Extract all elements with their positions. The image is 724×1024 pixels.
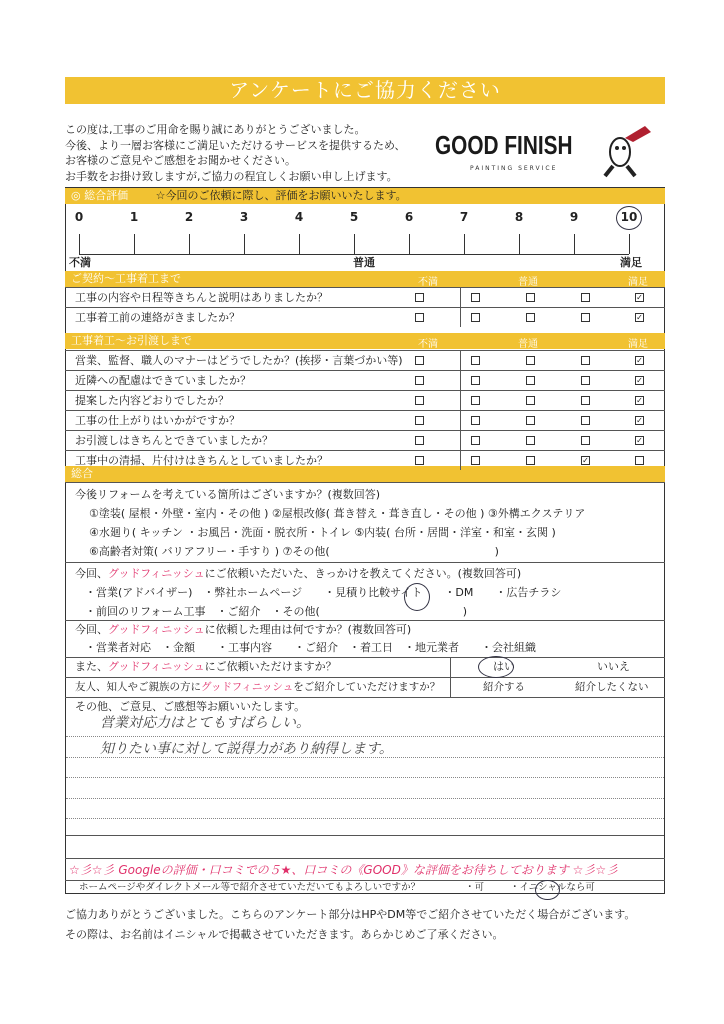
refer-row: 友人、知人やご親族の方にグッドフィニッシュをご紹介していただけますか？ 紹介する 紹介したくない [65,677,665,697]
intro-line: この度は,工事のご用命を賜り誠にありがとうございました。 [65,123,366,136]
survey-title: アンケートにご協力ください [65,77,665,104]
scale-number[interactable]: 10 [620,210,638,224]
scale-number[interactable]: 5 [349,210,359,224]
homepage-question: ホームページやダイレクトメール等で紹介させていただいてもよろしいですか？ [79,882,421,893]
logo: GOOD FINISH [435,130,573,160]
scale-label-high: 満足 [620,256,642,269]
handwritten-comment: 知りたい事に対して説得力があり納得します。 [100,741,393,757]
reform-options[interactable]: ①塗装( 屋根・外壁・室内・その他 ) ②屋根改修( 葺き替え・葺き直し・その他 ) ③外構エクステリア [89,507,586,520]
rating-row [65,450,665,470]
rating-checkbox[interactable] [526,396,535,405]
reform-section [65,482,665,562]
google-review-banner: ☆彡☆彡 Googleの評価・口コミでの５★、口コミの《GOOD》な評価をお待ちしております ☆彡☆彡 [65,858,665,880]
rating-checkbox[interactable] [581,356,590,365]
rating-checkbox[interactable] [415,416,424,425]
column-header-high: 満足 [628,339,648,350]
rating-row [65,390,665,410]
rating-checkbox[interactable] [581,376,590,385]
rating-question: 工事の仕上がりはいかがですか？ [75,414,240,427]
scale-number[interactable]: 9 [569,210,579,224]
section-title: 工事着工～お引渡しまで [71,334,192,347]
rating-checkbox[interactable] [471,313,480,322]
scale-number[interactable]: 6 [404,210,414,224]
reason-options[interactable]: ・営業者対応 ・金額 ・工事内容 ・ご紹介 ・着工日 ・地元業者 ・会社組織 [85,641,536,654]
rating-checkbox[interactable] [415,396,424,405]
rating-checkbox[interactable] [471,456,480,465]
rating-checkbox[interactable] [415,456,424,465]
section2-header [65,333,665,349]
scale-number[interactable]: 3 [239,210,249,224]
column-header-low: 不満 [418,277,438,288]
rating-row [65,307,665,327]
overall-label: ◎ 総合評価 [71,189,129,202]
rating-question: 工事の内容や日程等きちんと説明はありましたか？ [75,291,328,304]
section-title: ご契約～工事着工まで [71,272,181,285]
handwritten-comment: 営業対応力はとてもすばらしい。 [100,715,310,731]
footer-line: その際は、お名前はイニシャルで掲載させていただきます。あらかじめご了承ください。 [65,928,504,941]
rating-checkbox[interactable] [581,396,590,405]
mascot-icon [595,120,655,180]
rating-checkbox[interactable]: ✓ [636,396,643,405]
answer-circle-initials [535,880,560,900]
comments-question: その他、ご意見、ご感想等お願いいたします。 [75,700,306,713]
scale-number[interactable]: 2 [184,210,194,224]
rating-checkbox[interactable] [526,313,535,322]
rating-checkbox[interactable] [415,356,424,365]
reform-question: 今後リフォームを考えている箇所はございますか？(複数回答) [75,488,381,501]
column-header-high: 満足 [628,277,648,288]
refer-yes-option[interactable]: 紹介する [483,681,525,693]
again-row: また、グッドフィニッシュにご依頼いただけますか？ はい いいえ [65,657,665,677]
homepage-row [65,880,665,894]
overall-scale[interactable] [65,204,665,268]
rating-question: 営業、監督、職人のマナーはどうでしたか？(挨拶・言葉づかい等) [75,354,403,367]
intro-line: お手数をお掛け致しますが,ご協力の程宜しくお願い申し上げます。 [65,169,398,183]
scale-tick [574,234,575,254]
rating-question: 工事着工前の連絡がきましたか？ [75,311,240,324]
rating-checkbox[interactable]: ✓ [636,436,643,445]
intro-text [65,122,406,184]
rating-question: 近隣への配慮はできていましたか？ [75,374,251,387]
homepage-allow-option[interactable]: ・可 [465,882,485,893]
rating-checkbox[interactable] [471,416,480,425]
trigger-options[interactable]: ・前回のリフォーム工事 ・ご紹介 ・その他( ) [85,605,468,618]
scale-tick [354,234,355,254]
scale-tick [464,234,465,254]
scale-number[interactable]: 4 [294,210,304,224]
trigger-options[interactable]: ・営業(アドバイザー) ・弊社ホームページ ・見積り比較サイト ・DM ・広告チラシ [85,586,562,599]
reason-question: 今回、グッドフィニッシュに依頼した理由は何ですか？(複数回答可) [75,623,412,636]
scale-tick [189,234,190,254]
scale-label-mid: 普通 [353,256,375,269]
again-no-option[interactable]: いいえ [597,660,630,673]
footer-note [65,905,635,945]
rating-checkbox[interactable]: ✓ [636,376,643,385]
rating-question: お引渡しはきちんとできていましたか？ [75,434,273,447]
rating-checkbox[interactable] [581,436,590,445]
intro-line: お客様のご意見やご感想をお聞かせください。 [65,154,296,167]
rating-checkbox[interactable] [471,436,480,445]
section1-header [65,271,665,287]
scale-label-low: 不満 [69,256,91,269]
answer-circle-site [404,583,430,611]
rating-question: 工事中の清掃、片付けはきちんとしていましたか？ [75,454,328,467]
scale-tick [629,234,630,254]
reform-options[interactable]: ⑥高齢者対策( バリアフリー・手すり ) ⑦その他( ) [89,545,499,558]
rating-row [65,287,665,307]
rating-checkbox[interactable] [415,293,424,302]
rating-row [65,410,665,430]
column-header-low: 不満 [418,339,438,350]
rating-checkbox[interactable]: ✓ [582,456,589,465]
scale-number[interactable]: 8 [514,210,524,224]
rating-checkbox[interactable] [581,313,590,322]
scale-tick [244,234,245,254]
scale-tick [409,234,410,254]
rating-checkbox[interactable] [526,376,535,385]
rating-checkbox[interactable]: ✓ [636,416,643,425]
rating-checkbox[interactable] [581,416,590,425]
rating-checkbox[interactable] [526,416,535,425]
homepage-initials-option[interactable]: ・イニシャルなら可 [510,882,595,893]
rating-checkbox[interactable] [471,356,480,365]
rating-checkbox[interactable]: ✓ [636,313,643,322]
rating-checkbox[interactable] [526,456,535,465]
scale-number[interactable]: 7 [459,210,469,224]
rating-checkbox[interactable] [471,376,480,385]
rating-row [65,430,665,450]
rating-checkbox[interactable] [415,376,424,385]
rating-checkbox[interactable]: ✓ [636,356,643,365]
selected-score-circle [616,206,642,230]
rating-checkbox[interactable] [415,436,424,445]
column-header-mid: 普通 [518,339,538,350]
logo-subtitle: PAINTING SERVICE [470,165,558,172]
rating-checkbox[interactable] [526,356,535,365]
rating-checkbox[interactable] [471,293,480,302]
rating-checkbox[interactable] [415,313,424,322]
rating-checkbox[interactable] [526,293,535,302]
scale-tick [299,234,300,254]
answer-circle-yes [478,656,514,678]
intro-line: 今後、より一層お客様にご満足いただけるサービスを提供するため、 [65,138,406,152]
rating-checkbox[interactable] [526,436,535,445]
section-title: 総合 [71,467,93,480]
scale-tick [79,234,80,254]
overall-prompt: ☆今回のご依頼に際し、評価をお願いいたします。 [155,189,407,202]
rating-checkbox[interactable] [635,456,644,465]
rating-question: 提案した内容どおりでしたか？ [75,394,229,407]
rating-checkbox[interactable] [471,396,480,405]
trigger-section [65,562,665,620]
reason-section [65,620,665,657]
overall-header [65,188,665,204]
refer-no-option[interactable]: 紹介したくない [575,681,649,693]
column-header-mid: 普通 [518,277,538,288]
rating-checkbox[interactable] [581,293,590,302]
rating-row [65,370,665,390]
footer-line: ご協力ありがとうございました。こちらのアンケート部分はHPやDM等でご紹介させていただく場合がございます。 [65,908,636,921]
rating-row [65,350,665,370]
scale-number[interactable]: 1 [129,210,139,224]
trigger-question: 今回、グッドフィニッシュにご依頼いただいた、きっかけを教えてください。(複数回答可) [75,567,522,580]
scale-number[interactable]: 0 [74,210,84,224]
scale-tick [134,234,135,254]
reform-options[interactable]: ④水廻り( キッチン ・お風呂・洗面・脱衣所・トイレ ⑤内装( 台所・居間・洋室・和室・玄関 ) [89,526,556,539]
rating-checkbox[interactable]: ✓ [636,293,643,302]
again-yes-option[interactable]: はい [493,660,515,673]
scale-tick [519,234,520,254]
